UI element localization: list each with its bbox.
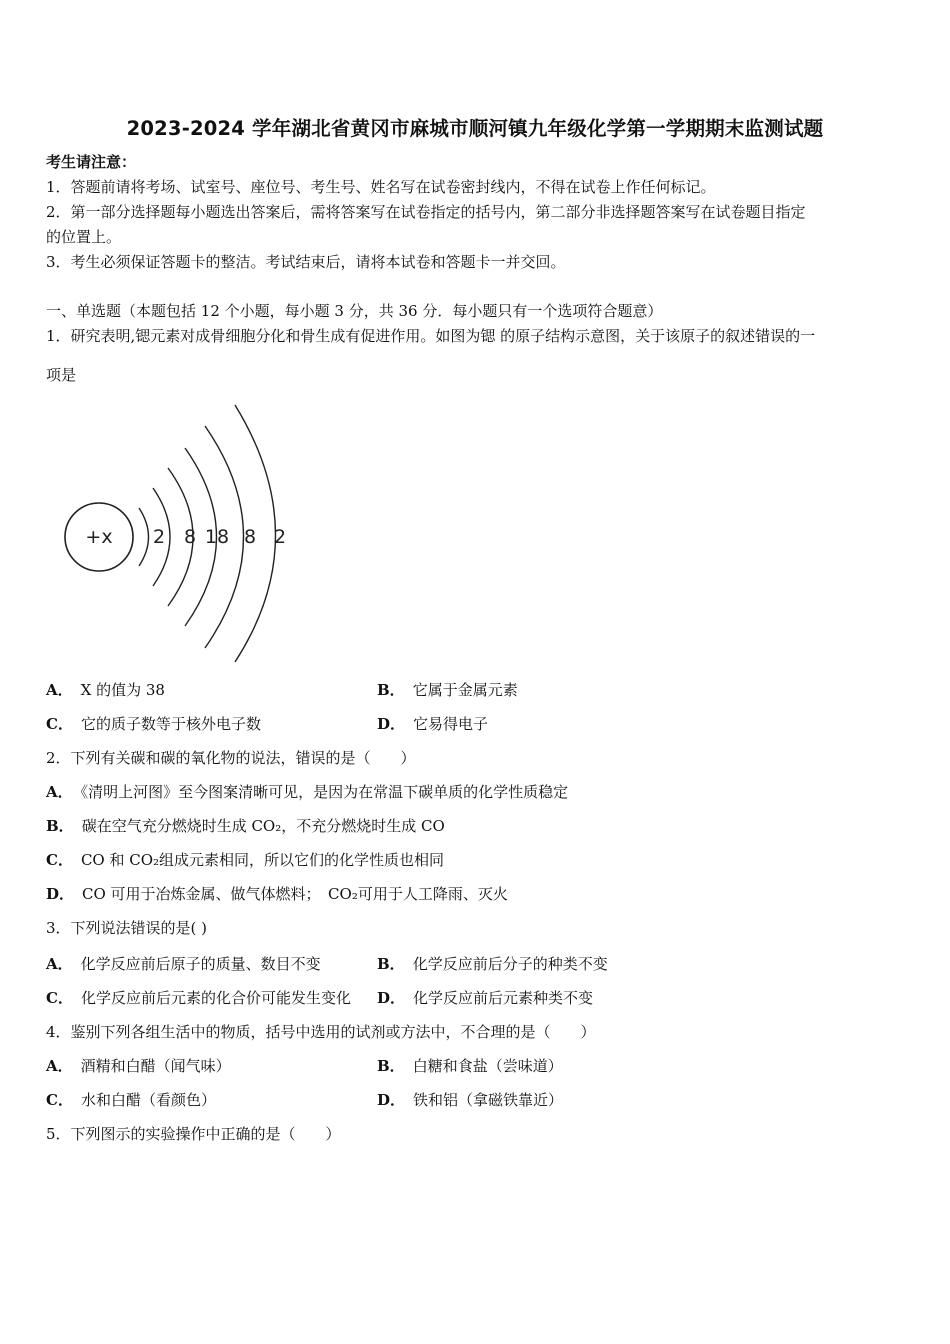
q2-option-c[interactable]: C． CO 和 CO₂组成元素相同，所以它们的化学性质也相同 — [46, 851, 445, 869]
q1-option-a[interactable]: A． X 的值为 38 — [46, 681, 165, 699]
q3-option-c[interactable]: C． 化学反应前后元素的化合价可能发生变化 — [46, 989, 351, 1007]
q1-stem-cont: 项是 — [46, 366, 77, 384]
q3-option-b[interactable]: B． 化学反应前后分子的种类不变 — [377, 955, 608, 973]
notice-heading: 考生请注意： — [46, 153, 137, 171]
q3-option-a[interactable]: A． 化学反应前后原子的质量、数目不变 — [46, 955, 321, 973]
q5-stem: 5．下列图示的实验操作中正确的是（ ） — [46, 1125, 341, 1143]
q4-option-c[interactable]: C． 水和白醋（看颜色） — [46, 1091, 216, 1109]
notice-item-2-cont: 的位置上。 — [46, 228, 122, 246]
q2-stem: 2．下列有关碳和碳的氧化物的说法，错误的是（ ） — [46, 749, 416, 767]
q1-option-b[interactable]: B． 它属于金属元素 — [377, 681, 518, 699]
q2-option-b[interactable]: B． 碳在空气充分燃烧时生成 CO₂，不充分燃烧时生成 CO — [46, 817, 445, 835]
q4-option-d[interactable]: D． 铁和铝（拿磁铁靠近） — [377, 1091, 564, 1109]
q2-option-a[interactable]: A． 《清明上河图》至今图案清晰可见，是因为在常温下碳单质的化学性质稳定 — [46, 783, 569, 801]
shell-4-electrons: 8 — [243, 526, 257, 548]
shell-2-electrons: 8 — [183, 526, 197, 548]
q4-option-a[interactable]: A． 酒精和白醋（闻气味） — [46, 1057, 231, 1075]
notice-item-1: 1．答题前请将考场、试室号、座位号、考生号、姓名写在试卷密封线内，不得在试卷上作任何标记。 — [46, 178, 716, 196]
q4-option-b[interactable]: B． 白糖和食盐（尝味道） — [377, 1057, 563, 1075]
q1-option-c[interactable]: C． 它的质子数等于核外电子数 — [46, 715, 261, 733]
notice-item-3: 3．考生必须保证答题卡的整洁。考试结束后，请将本试卷和答题卡一并交回。 — [46, 253, 566, 271]
q4-stem: 4．鉴别下列各组生活中的物质，括号中选用的试剂或方法中，不合理的是（ ） — [46, 1023, 596, 1041]
atom-structure-diagram — [40, 400, 340, 670]
exam-title: 2023-2024 学年湖北省黄冈市麻城市顺河镇九年级化学第一学期期末监测试题 — [126, 117, 824, 140]
q2-option-d[interactable]: D． CO 可用于冶炼金属、做气体燃料； CO₂可用于人工降雨、灭火 — [46, 885, 508, 903]
q3-stem: 3．下列说法错误的是( ) — [46, 919, 208, 937]
q1-stem: 1．研究表明,锶元素对成骨细胞分化和骨生成有促进作用。如图为锶 的原子结构示意图，关于该原子的叙述错误的一 — [46, 327, 816, 345]
q3-option-d[interactable]: D． 化学反应前后元素种类不变 — [377, 989, 594, 1007]
nucleus-label: +x — [85, 526, 113, 548]
shell-5-electrons: 2 — [273, 526, 287, 548]
shell-1-electrons: 2 — [152, 526, 166, 548]
shell-3-electrons: 18 — [204, 526, 230, 548]
q1-option-d[interactable]: D． 它易得电子 — [377, 715, 489, 733]
notice-item-2: 2．第一部分选择题每小题选出答案后，需将答案写在试卷指定的括号内，第二部分非选择题答案写在试卷题目指定 — [46, 203, 806, 221]
section-heading: 一、单选题（本题包括 12 个小题，每小题 3 分，共 36 分．每小题只有一个选项符合题意） — [46, 302, 663, 320]
